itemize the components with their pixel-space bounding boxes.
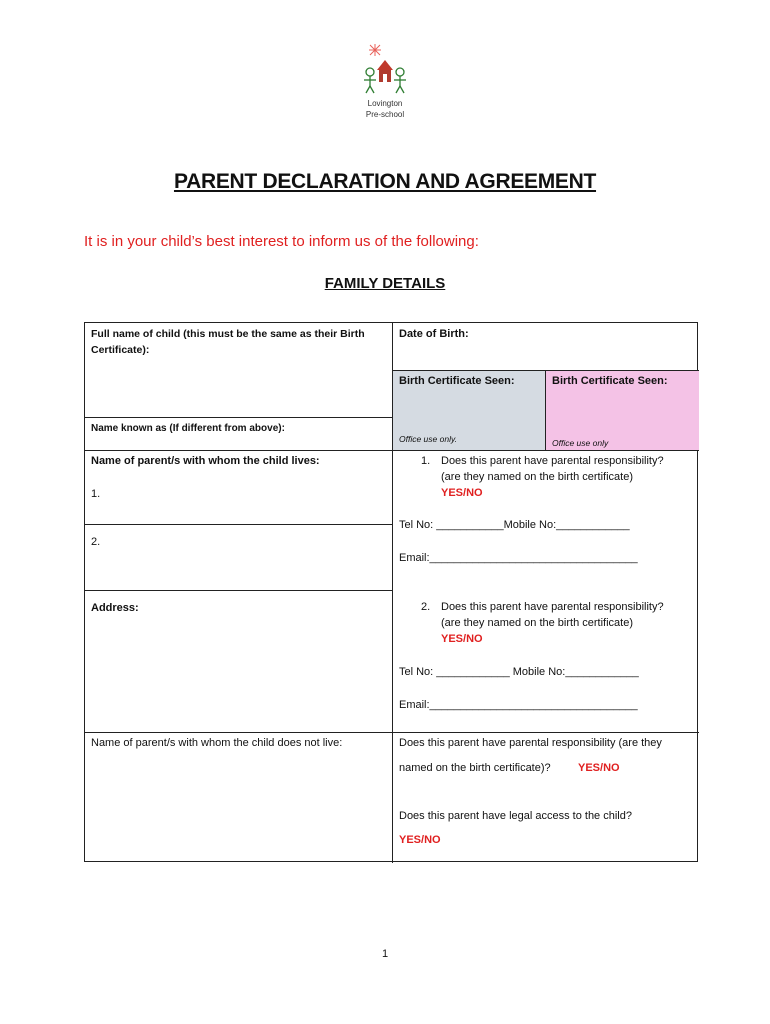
address-label: Address: — [91, 602, 139, 614]
page-title: PARENT DECLARATION AND AGREEMENT — [173, 170, 597, 193]
page-number: 1 — [381, 948, 389, 960]
nl-q2: Does this parent have legal access to the child? — [399, 810, 632, 822]
nl-q1-line1: Does this parent have parental responsibility (are they — [399, 737, 662, 749]
office-use-note-1: Office use only. — [399, 434, 457, 444]
section-heading: FAMILY DETAILS — [324, 275, 446, 292]
logo-line-1: Lovington — [367, 99, 403, 108]
q2-line1: Does this parent have parental responsibility? — [441, 601, 664, 613]
tel-mobile-2[interactable]: Tel No: ____________ Mobile No:____________ — [399, 666, 639, 678]
nl-q1-line2: named on the birth certificate)? — [399, 762, 551, 774]
q2-number: 2. — [421, 601, 431, 613]
tel-mobile-1[interactable]: Tel No: ___________Mobile No:____________ — [399, 519, 630, 531]
q1-line2: (are they named on the birth certificate) — [441, 471, 633, 483]
q1-line1: Does this parent have parental responsibility? — [441, 455, 664, 467]
q2-line2: (are they named on the birth certificate) — [441, 617, 633, 629]
q1-number: 1. — [421, 455, 431, 467]
known-as-label: Name known as (If different from above): — [91, 423, 285, 434]
child-name-label: Full name of child (this must be the same as their Birth Certificate): — [91, 328, 365, 356]
parent-2-number: 2. — [91, 536, 101, 548]
not-lives-label: Name of parent/s with whom the child does not live: — [91, 737, 343, 749]
family-details-form — [84, 322, 698, 862]
logo-line-2: Pre-school — [365, 110, 405, 119]
logo-text — [345, 98, 425, 120]
birth-cert-seen-label-2: Birth Certificate Seen: — [552, 375, 668, 387]
parents-lives-label: Name of parent/s with whom the child lives: — [91, 455, 320, 467]
q1-answer[interactable]: YES/NO — [441, 487, 483, 499]
q2-answer[interactable]: YES/NO — [441, 633, 483, 645]
birth-cert-seen-label-1: Birth Certificate Seen: — [399, 375, 515, 387]
email-2[interactable]: Email:__________________________________ — [399, 699, 638, 711]
email-1[interactable]: Email:__________________________________ — [399, 552, 638, 564]
nl-q1-answer[interactable]: YES/NO — [578, 762, 620, 774]
intro-text: It is in your child’s best interest to inform us of the following: — [84, 233, 479, 250]
dob-label: Date of Birth: — [399, 328, 469, 340]
office-use-note-2: Office use only — [552, 438, 609, 448]
parent-1-number: 1. — [91, 488, 101, 500]
nl-q2-answer[interactable]: YES/NO — [399, 834, 441, 846]
